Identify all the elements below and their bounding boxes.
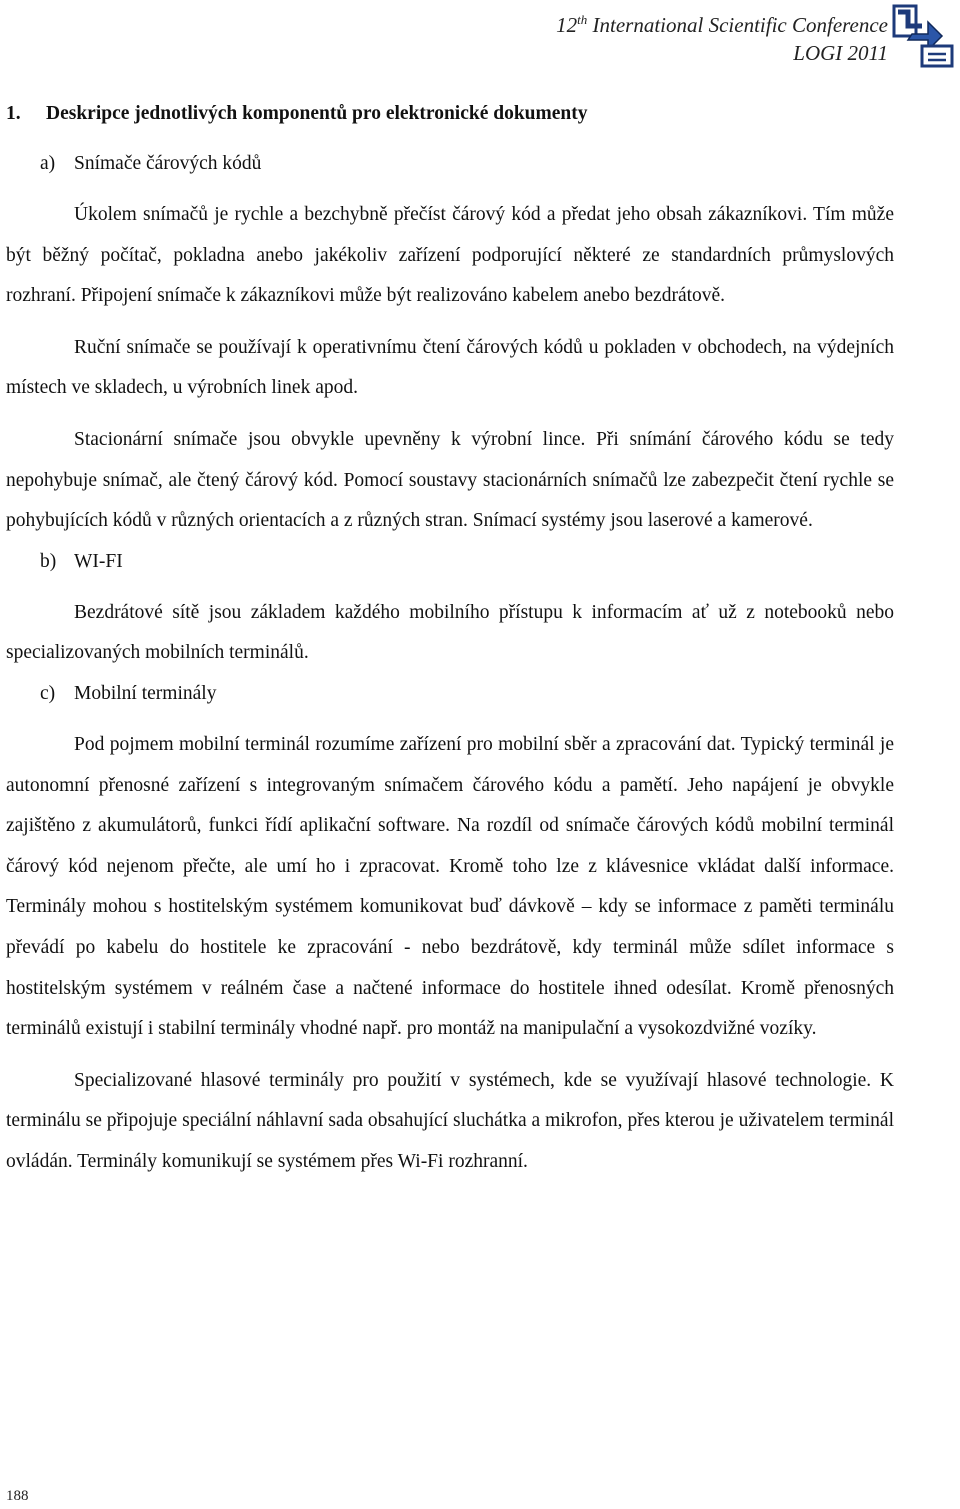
subsection-title: WI-FI — [74, 550, 123, 572]
paragraph: Specializované hlasové terminály pro použití v systémech, kde se využívají hlasové technologie. K terminálu se připojuje speciální náhlavní sada obsahující sluchátka a mikrofon, přes kterou je uživatelem terminál ovládán. Terminály komunikují se systémem přes Wi-Fi rozhranní. — [6, 1069, 894, 1172]
section-number: 1. — [6, 103, 21, 124]
paragraph: Pod pojmem mobilní terminál rozumíme zařízení pro mobilní sběr a zpracování dat. Typický terminál je autonomní přenosné zařízení s integrovaným snímačem čárového kódu a pamětí. Jeho napájení je obvykle zajištěno z akumulátorů, funkci řídí aplikační software. Na rozdíl od snímače čárových kódů mobilní terminál čárový kód nejenom přečte, ale umí ho i zpracovat. Kromě toho lze z klávesnice vkládat další informace. Terminály mohou s hostitelským systémem komunikovat buď dávkově – kdy se informace z paměti terminálu převádí po kabelu do hostitele ke zpracování - nebo bezdrátově, kdy terminál může sdílet informace s hostitelským systémem v reálném čase a načtené informace do hostitele ihned odesílat. Kromě přenosných terminálů existují i stabilní terminály vhodné např. pro montáž na manipulační a vysokozdvižné vozíky. — [6, 733, 894, 1040]
section-heading — [6, 96, 894, 132]
page-number: 188 — [6, 1488, 29, 1504]
conference-number: 12 — [556, 13, 578, 37]
document-body — [6, 96, 894, 1182]
conference-short: LOGI 2011 — [793, 41, 888, 65]
subsection-label: c) — [40, 682, 56, 704]
subsection-label: b) — [40, 550, 57, 572]
page-header — [434, 4, 954, 74]
section-title: Deskripce jednotlivých komponentů pro elektronické dokumenty — [46, 103, 588, 124]
paragraph: Ruční snímače se používají k operativnímu čtení čárových kódů u pokladen v obchodech, na výdejních místech ve skladech, u výrobních linek apod. — [6, 336, 894, 399]
subsection-label: a) — [40, 153, 56, 174]
paragraph: Bezdrátové sítě jsou základem každého mobilního přístupu k informacím ať už z notebooků nebo specializovaných mobilních terminálů. — [6, 601, 894, 664]
paragraph: Stacionární snímače jsou obvykle upevněny k výrobní lince. Při snímání čárového kódu se tedy nepohybuje snímač, ale čtený čárový kód. Pomocí soustavy stacionárních snímačů lze zabezpečit čtení rychle se pohybujících kódů v různých orientacích a z různých stran. Snímací systémy jsou laserové a kamerové. — [6, 428, 894, 532]
conference-name: International Scientific Conference — [592, 13, 888, 37]
conference-suffix: th — [577, 12, 588, 27]
subsection-heading-a — [6, 144, 894, 184]
subsection-title: Snímače čárových kódů — [74, 153, 262, 174]
paragraph: Úkolem snímačů je rychle a bezchybně přečíst čárový kód a předat jeho obsah zákazníkovi. Tím může být běžný počítač, pokladna anebo jakékoliv zařízení podporující některé ze standardních průmyslových rozhraní. Připojení snímače k zákazníkovi může být realizováno kabelem anebo bezdrátově. — [6, 204, 894, 307]
subsection-title: Mobilní terminály — [74, 682, 217, 704]
conference-title — [556, 6, 888, 67]
subsection-heading-b — [6, 542, 894, 582]
logi-logo-icon — [892, 4, 954, 70]
subsection-heading-c — [6, 674, 894, 714]
